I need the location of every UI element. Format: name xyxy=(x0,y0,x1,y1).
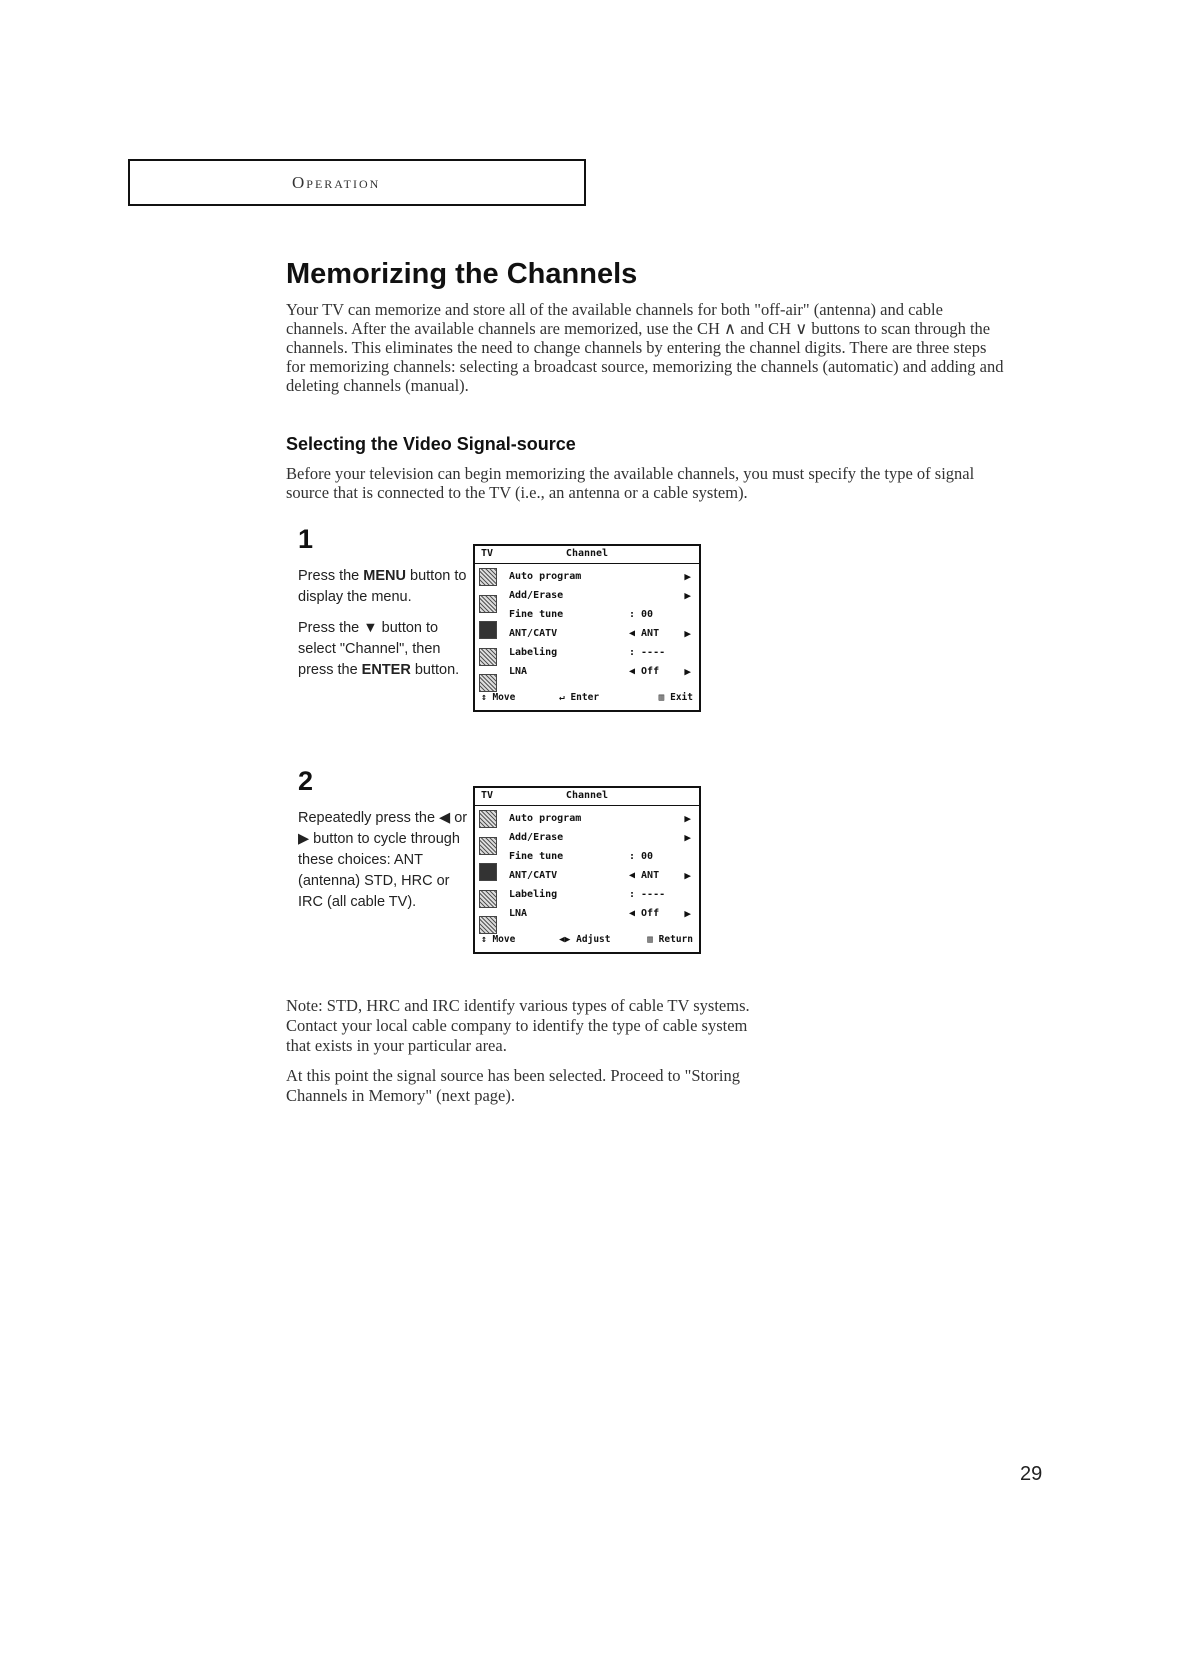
osd-footer-move: ↕ Move xyxy=(481,934,516,945)
osd-row-fine-tune: Fine tune : 00 xyxy=(509,609,654,620)
osd-footer xyxy=(481,934,693,948)
osd-row-ant-catv: ANT/CATV ◀ ANT ▶ xyxy=(509,627,691,640)
page-number: 29 xyxy=(1020,1463,1043,1485)
osd-row-labeling: Labeling : ---- xyxy=(509,889,666,900)
osd-row-ant-catv: ANT/CATV ◀ ANT ▶ xyxy=(509,869,691,882)
osd-row-fine-tune: Fine tune : 00 xyxy=(509,851,654,862)
osd-source: TV xyxy=(481,790,494,801)
osd-row-add-erase: Add/Erase ▶ xyxy=(509,831,691,844)
osd-header xyxy=(475,546,699,564)
step-instructions xyxy=(298,808,473,913)
arrow-right-icon: ▶ xyxy=(684,665,691,678)
osd-channel-menu xyxy=(473,786,701,954)
subsection-paragraph: Before your television can begin memorizing the available channels, you must specify the type of signal source that is connected to the TV (i.e., an antenna or a cable system). xyxy=(286,464,975,502)
osd-icon-column xyxy=(479,568,501,692)
picture-icon xyxy=(479,810,497,828)
subsection-title: Selecting the Video Signal-source xyxy=(286,434,576,454)
closing-paragraph: At this point the signal source has been selected. Proceed to "Storing Channels in Memory" (next page). xyxy=(286,1066,740,1105)
osd-icon-column xyxy=(479,810,501,934)
osd-row-auto-program: Auto program ▶ xyxy=(509,570,691,583)
osd-footer-return: ▥ Return xyxy=(647,934,693,945)
page-title: Memorizing the Channels xyxy=(286,258,638,290)
osd-footer xyxy=(481,692,693,706)
intro-paragraph: Your TV can memorize and store all of the available channels for both "off-air" (antenna) and cable channels. After the available channels are memorized, use the CH ∧ and CH ∨ buttons to scan through the channels. This eliminates the need to change channels by entering the channel digits. There are three steps for memorizing channels: selecting a broadcast source, memorizing the channels (automatic) and adding and deleting channels (manual). xyxy=(286,300,1004,395)
osd-menu-rows xyxy=(509,810,693,924)
step-1 xyxy=(286,524,716,729)
step-number: 2 xyxy=(298,766,314,796)
arrow-right-icon: ▶ xyxy=(684,589,691,602)
step-instruction: Repeatedly press the ◀ or ▶ button to cycle through these choices: ANT (antenna) STD, HRC or IRC (all cable TV). xyxy=(298,810,468,910)
channel-icon xyxy=(479,863,497,881)
osd-channel-menu xyxy=(473,544,701,712)
arrow-right-icon: ▶ xyxy=(684,627,691,640)
step-instruction-b: Press the ▼ button to select "Channel", then press the ENTER button. xyxy=(298,620,460,678)
input-icon xyxy=(479,916,497,934)
sound-icon xyxy=(479,595,497,613)
osd-row-lna: LNA ◀ Off ▶ xyxy=(509,907,691,920)
channel-icon xyxy=(479,621,497,639)
setup-icon xyxy=(479,648,497,666)
osd-row-lna: LNA ◀ Off ▶ xyxy=(509,665,691,678)
osd-footer-exit: ▥ Exit xyxy=(658,692,693,703)
input-icon xyxy=(479,674,497,692)
osd-footer-move: ↕ Move xyxy=(481,692,516,703)
osd-header xyxy=(475,788,699,806)
osd-title: Channel xyxy=(565,548,609,559)
arrow-right-icon: ▶ xyxy=(684,570,691,583)
osd-source: TV xyxy=(481,548,494,559)
step-instructions xyxy=(298,566,473,681)
arrow-right-icon: ▶ xyxy=(684,869,691,882)
osd-footer-enter: ↵ Enter xyxy=(559,692,600,703)
arrow-right-icon: ▶ xyxy=(684,812,691,825)
picture-icon xyxy=(479,568,497,586)
step-number: 1 xyxy=(298,524,314,554)
osd-row-labeling: Labeling : ---- xyxy=(509,647,666,658)
arrow-right-icon: ▶ xyxy=(684,907,691,920)
note-paragraph: Note: STD, HRC and IRC identify various types of cable TV systems. Contact your local cable company to identify the type of cable system that exists in your particular area. xyxy=(286,996,750,1055)
setup-icon xyxy=(479,890,497,908)
section-header-box xyxy=(128,159,586,206)
osd-footer-adjust: ◀▶ Adjust xyxy=(559,934,611,945)
osd-row-add-erase: Add/Erase ▶ xyxy=(509,589,691,602)
step-2 xyxy=(286,766,716,971)
osd-row-auto-program: Auto program ▶ xyxy=(509,812,691,825)
arrow-right-icon: ▶ xyxy=(684,831,691,844)
step-instruction-a: Press the MENU button to display the menu. xyxy=(298,568,467,605)
section-label: Operation xyxy=(292,173,381,192)
sound-icon xyxy=(479,837,497,855)
osd-menu-rows xyxy=(509,568,693,682)
osd-title: Channel xyxy=(565,790,609,801)
